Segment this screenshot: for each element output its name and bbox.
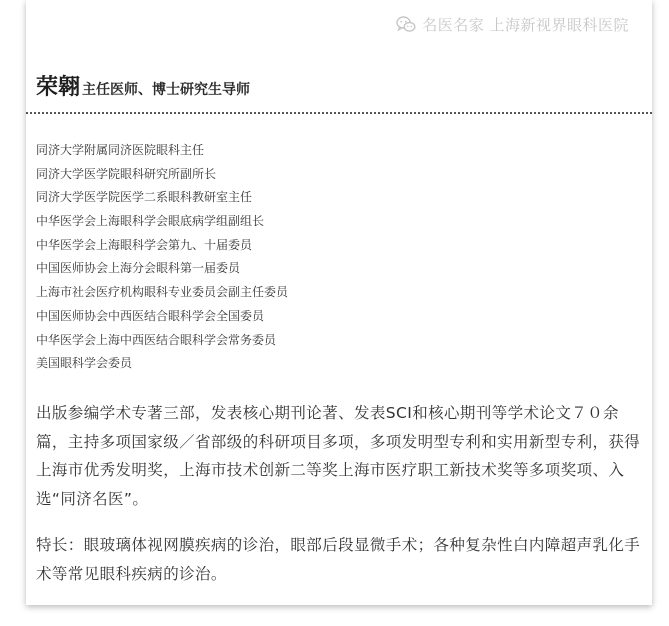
position-item: 同济大学附属同济医院眼科主任	[36, 143, 205, 157]
position-item: 中国医师协会上海分会眼科第一届委员	[36, 261, 241, 276]
doctor-title: 主任医师、博士研究生导师	[82, 82, 251, 98]
position-item: 中华医学会上海中西医结合眼科学会常务委员	[36, 332, 277, 347]
wechat-icon	[396, 16, 416, 33]
position-item: 美国眼科学会委员	[36, 356, 133, 371]
positions-list	[36, 141, 288, 378]
doctor-name: 荣翱	[36, 75, 81, 100]
position-item: 中华医学会上海眼科学会第九、十届委员	[36, 237, 253, 252]
dotted-divider	[26, 112, 652, 114]
specialty-paragraph: 特长：眼玻璃体视网膜疾病的诊治，眼部后段显微手术；各种复杂性白内障超声乳化手术等常见眼科疾病的诊治。	[36, 536, 641, 583]
position-item: 中华医学会上海眼科学会眼底病学组副组长	[36, 214, 265, 229]
position-item: 同济大学医学院眼科研究所副所长	[36, 166, 217, 181]
watermark-text: 名医名家 上海新视界眼科医院	[422, 16, 629, 34]
doctor-header	[36, 70, 250, 101]
achievements-paragraph: 出版参编学术专著三部，发表核心期刊论著、发表SCI和核心期刊等学术论文７０余篇，主持多项国家级／省部级的科研项目多项，多项发明型专利和实用新型专利，获得上海市优秀发明奖，上海市技术创新二等奖上海市医疗职工新技术奖等多项奖项、入选“同济名医”。	[36, 404, 641, 508]
watermark	[396, 14, 629, 35]
position-item: 中国医师协会中西医结合眼科学会全国委员	[36, 308, 265, 323]
position-item: 上海市社会医疗机构眼科专业委员会副主任委员	[36, 285, 289, 300]
position-item: 同济大学医学院医学二系眼科教研室主任	[36, 190, 253, 205]
